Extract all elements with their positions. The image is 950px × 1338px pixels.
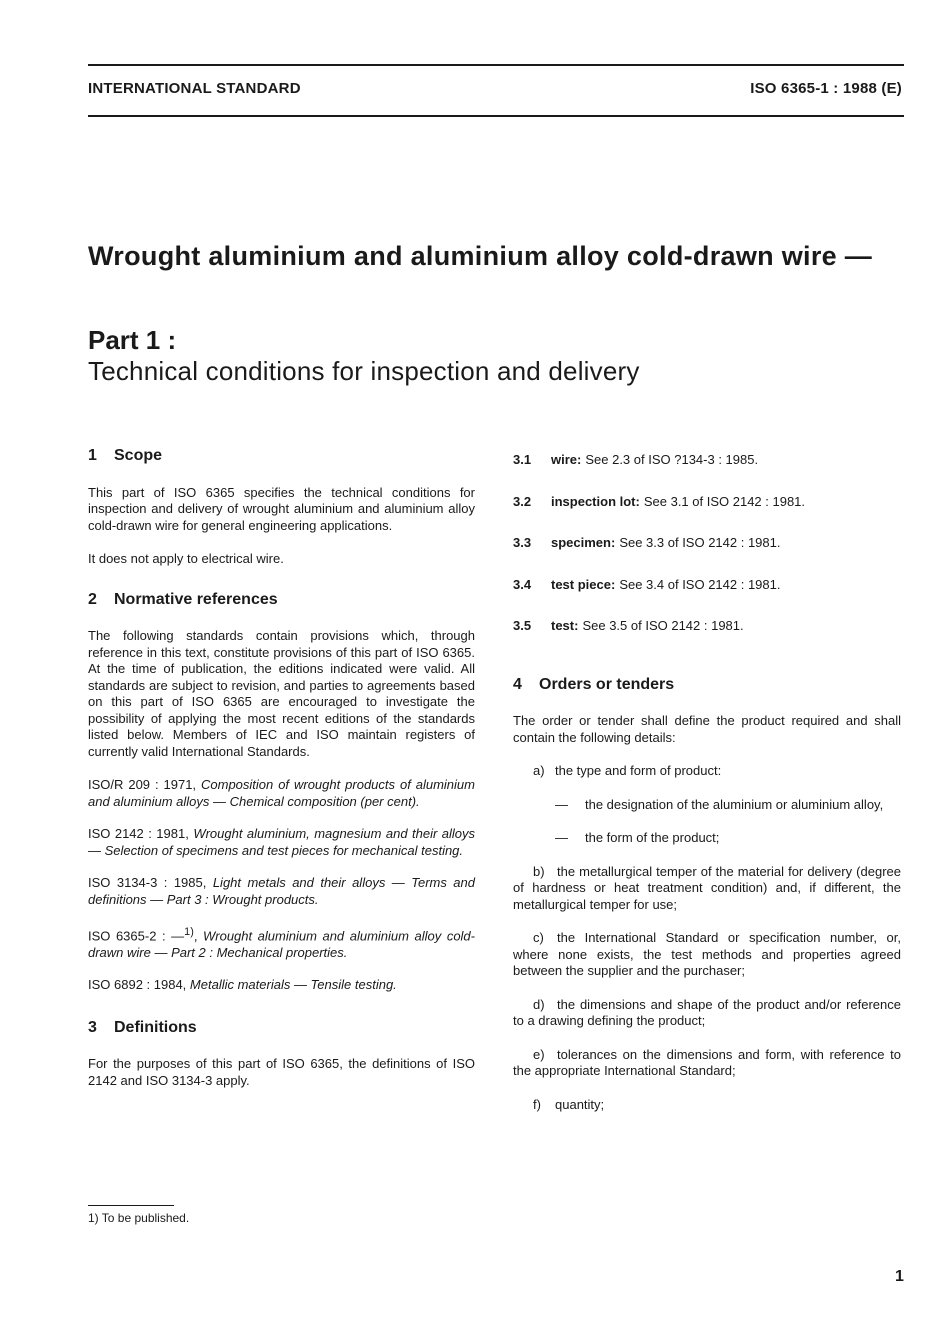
definition-item: 3.3 specimen: See 3.3 of ISO 2142 : 1981. [513,535,781,550]
section-scope-heading [88,448,475,465]
footnote-rule [88,1205,174,1206]
section-definitions-heading [88,1020,475,1037]
right-column [513,452,901,1130]
definitions-paragraph: For the purposes of this part of ISO 6365, the definitions of ISO 2142 and ISO 3134-3 apply. [88,1056,475,1088]
section-number: 3 [88,1018,97,1036]
list-item: d) the dimensions and shape of the product and/or reference to a drawing defining the product; [513,996,901,1028]
section-title: Normative references [114,590,278,608]
section-number: 1 [88,447,97,464]
reference-item: ISO 3134-3 : 1985, Light metals and their alloys — Terms and definitions — Part 3 : Wrought products. [88,875,475,907]
top-rule [88,64,904,66]
footnote: 1) To be published. [88,1211,190,1225]
definition-item: 3.2 inspection lot: See 3.1 of ISO 2142 : 1981. [513,493,806,509]
section-normative-heading [88,592,475,609]
scope-paragraph: This part of ISO 6365 specifies the technical conditions for inspection and delivery of wrought aluminium and aluminium alloy cold-drawn wire for general engineering applications. [88,484,475,533]
document-subtitle: Technical conditions for inspection and delivery [88,356,640,386]
section-title: Scope [114,447,163,464]
reference-item: ISO 6365-2 : —$^{1)}$, Wrought aluminium and aluminium alloy cold-drawn wire — Part 2 : Mechanical properties. [88,926,475,960]
normative-paragraph: The following standards contain provisions which, through reference in this text, constitute provisions of this part of ISO 6365. At the time of publication, the editions indicated were valid. All standards are subject to revision, and parties to agreements based on this part of ISO 6365 are encouraged to investigate the possibility of applying the most recent editions of the standards listed below. Members of IEC and ISO maintain registers of currently valid International Standards. [88,628,475,759]
header-standard-type: INTERNATIONAL STANDARD [88,80,301,97]
left-column [88,448,475,1106]
reference-item: ISO 6892 : 1984, Metallic materials — Tensile testing. [88,977,397,993]
list-item: f) quantity; [533,1096,605,1112]
list-subitem: — the form of the product; [555,830,720,845]
section-number: 4 [513,675,522,693]
definition-item: 3.1 wire: See 2.3 of ISO ?134-3 : 1985. [513,452,759,467]
header-standard-number: ISO 6365-1 : 1988 (E) [750,80,902,97]
scope-exclusion: It does not apply to electrical wire. [88,551,284,566]
part-label: Part 1 : [88,325,177,355]
section-title: Orders or tenders [539,675,675,693]
list-item: e) tolerances on the dimensions and form, with reference to the appropriate International Standard; [513,1046,901,1078]
header-rule [88,115,904,117]
definition-item: 3.5 test: See 3.5 of ISO 2142 : 1981. [513,618,744,633]
list-item: b) the metallurgical temper of the material for delivery (degree of hardness or heat treatment condition) and, if different, the metallurgical temper for use; [513,863,901,912]
section-title: Definitions [114,1018,197,1036]
reference-item: ISO/R 209 : 1971, Composition of wrought products of aluminium and aluminium alloys — Chemical composition (per cent). [88,777,475,809]
list-item: c) the International Standard or specification number, or, where none exists, the test methods and properties agreed between the supplier and the purchaser; [513,930,901,978]
definition-item: 3.4 test piece: See 3.4 of ISO 2142 : 1981. [513,576,781,592]
footnote-ref: 1) [184,926,194,938]
section-orders-heading [513,677,901,694]
document-title: Wrought aluminium and aluminium alloy cold-drawn wire — [88,241,873,271]
list-item: a) the type and form of product: [533,763,722,778]
orders-paragraph: The order or tender shall define the product required and shall contain the following details: [513,713,901,745]
reference-item: ISO 2142 : 1981, Wrought aluminium, magnesium and their alloys — Selection of specimens and test pieces for mechanical testing. [88,826,475,858]
page-number: 1 [895,1268,904,1285]
list-subitem: — the designation of the aluminium or aluminium alloy, [555,796,884,812]
section-number: 2 [88,590,97,608]
